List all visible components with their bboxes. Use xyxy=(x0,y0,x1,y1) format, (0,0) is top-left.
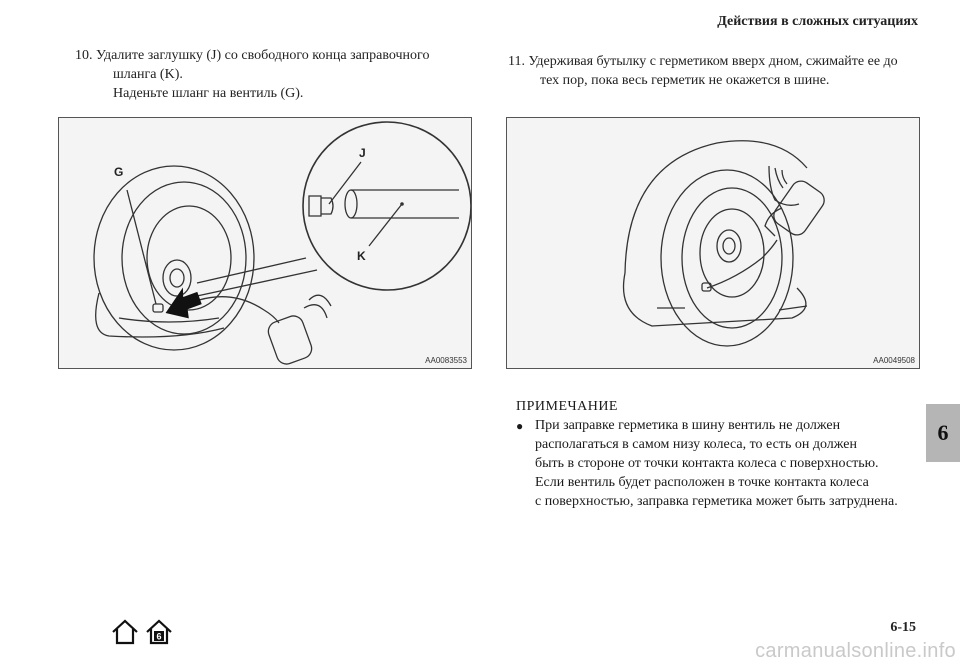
watermark: carmanualsonline.info xyxy=(755,640,956,662)
step-10-line-1: 10. Удалите заглушку (J) со свободного конца заправочного xyxy=(75,48,430,63)
step-11-line-2: тех пор, пока весь герметик не окажется в шине. xyxy=(540,73,830,88)
note-line-4: Если вентиль будет расположен в точке контакта колеса xyxy=(535,475,869,490)
page-number: 6-15 xyxy=(890,620,916,635)
tire-bottle-illustration xyxy=(507,118,919,368)
step-10 xyxy=(75,46,475,103)
figure-code: AA0083553 xyxy=(425,356,467,365)
bullet-icon: ● xyxy=(516,419,524,433)
chapter-tab[interactable]: 6 xyxy=(926,404,960,462)
step-10-line-2: шланга (K). xyxy=(113,67,183,82)
home-badge-icon[interactable] xyxy=(144,618,174,646)
note-heading: ПРИМЕЧАНИЕ xyxy=(516,399,618,414)
callout-j: J xyxy=(359,146,366,160)
note-block xyxy=(516,397,916,511)
home-icon[interactable] xyxy=(110,618,140,646)
tire-hose-illustration xyxy=(59,118,471,368)
home-badge-text: 6 xyxy=(156,631,162,642)
step-11-line-1: 11. Удерживая бутылку с герметиком вверх дном, сжимайте ее до xyxy=(508,54,898,69)
note-line-2: располагаться в самом низу колеса, то есть он должен xyxy=(535,437,857,452)
note-line-3: быть в стороне от точки контакта колеса с поверхностью. xyxy=(535,456,879,471)
callout-k: K xyxy=(357,249,366,263)
callout-g: G xyxy=(114,165,124,179)
note-line-1: При заправке герметика в шину вентиль не должен xyxy=(535,418,841,433)
step-11 xyxy=(508,52,918,90)
nav-icons xyxy=(110,618,174,646)
step-11-number: 11. xyxy=(508,54,525,69)
figure-squeeze-bottle xyxy=(506,117,920,369)
note-line-5: с поверхностью, заправка герметика может быть затруднена. xyxy=(535,494,898,509)
chapter-title: Действия в сложных ситуациях xyxy=(717,14,918,29)
figure-code: AA0049508 xyxy=(873,356,915,365)
figure-hose-to-valve xyxy=(58,117,472,369)
step-10-number: 10. xyxy=(75,48,93,63)
step-10-line-3: Наденьте шланг на вентиль (G). xyxy=(113,86,304,101)
